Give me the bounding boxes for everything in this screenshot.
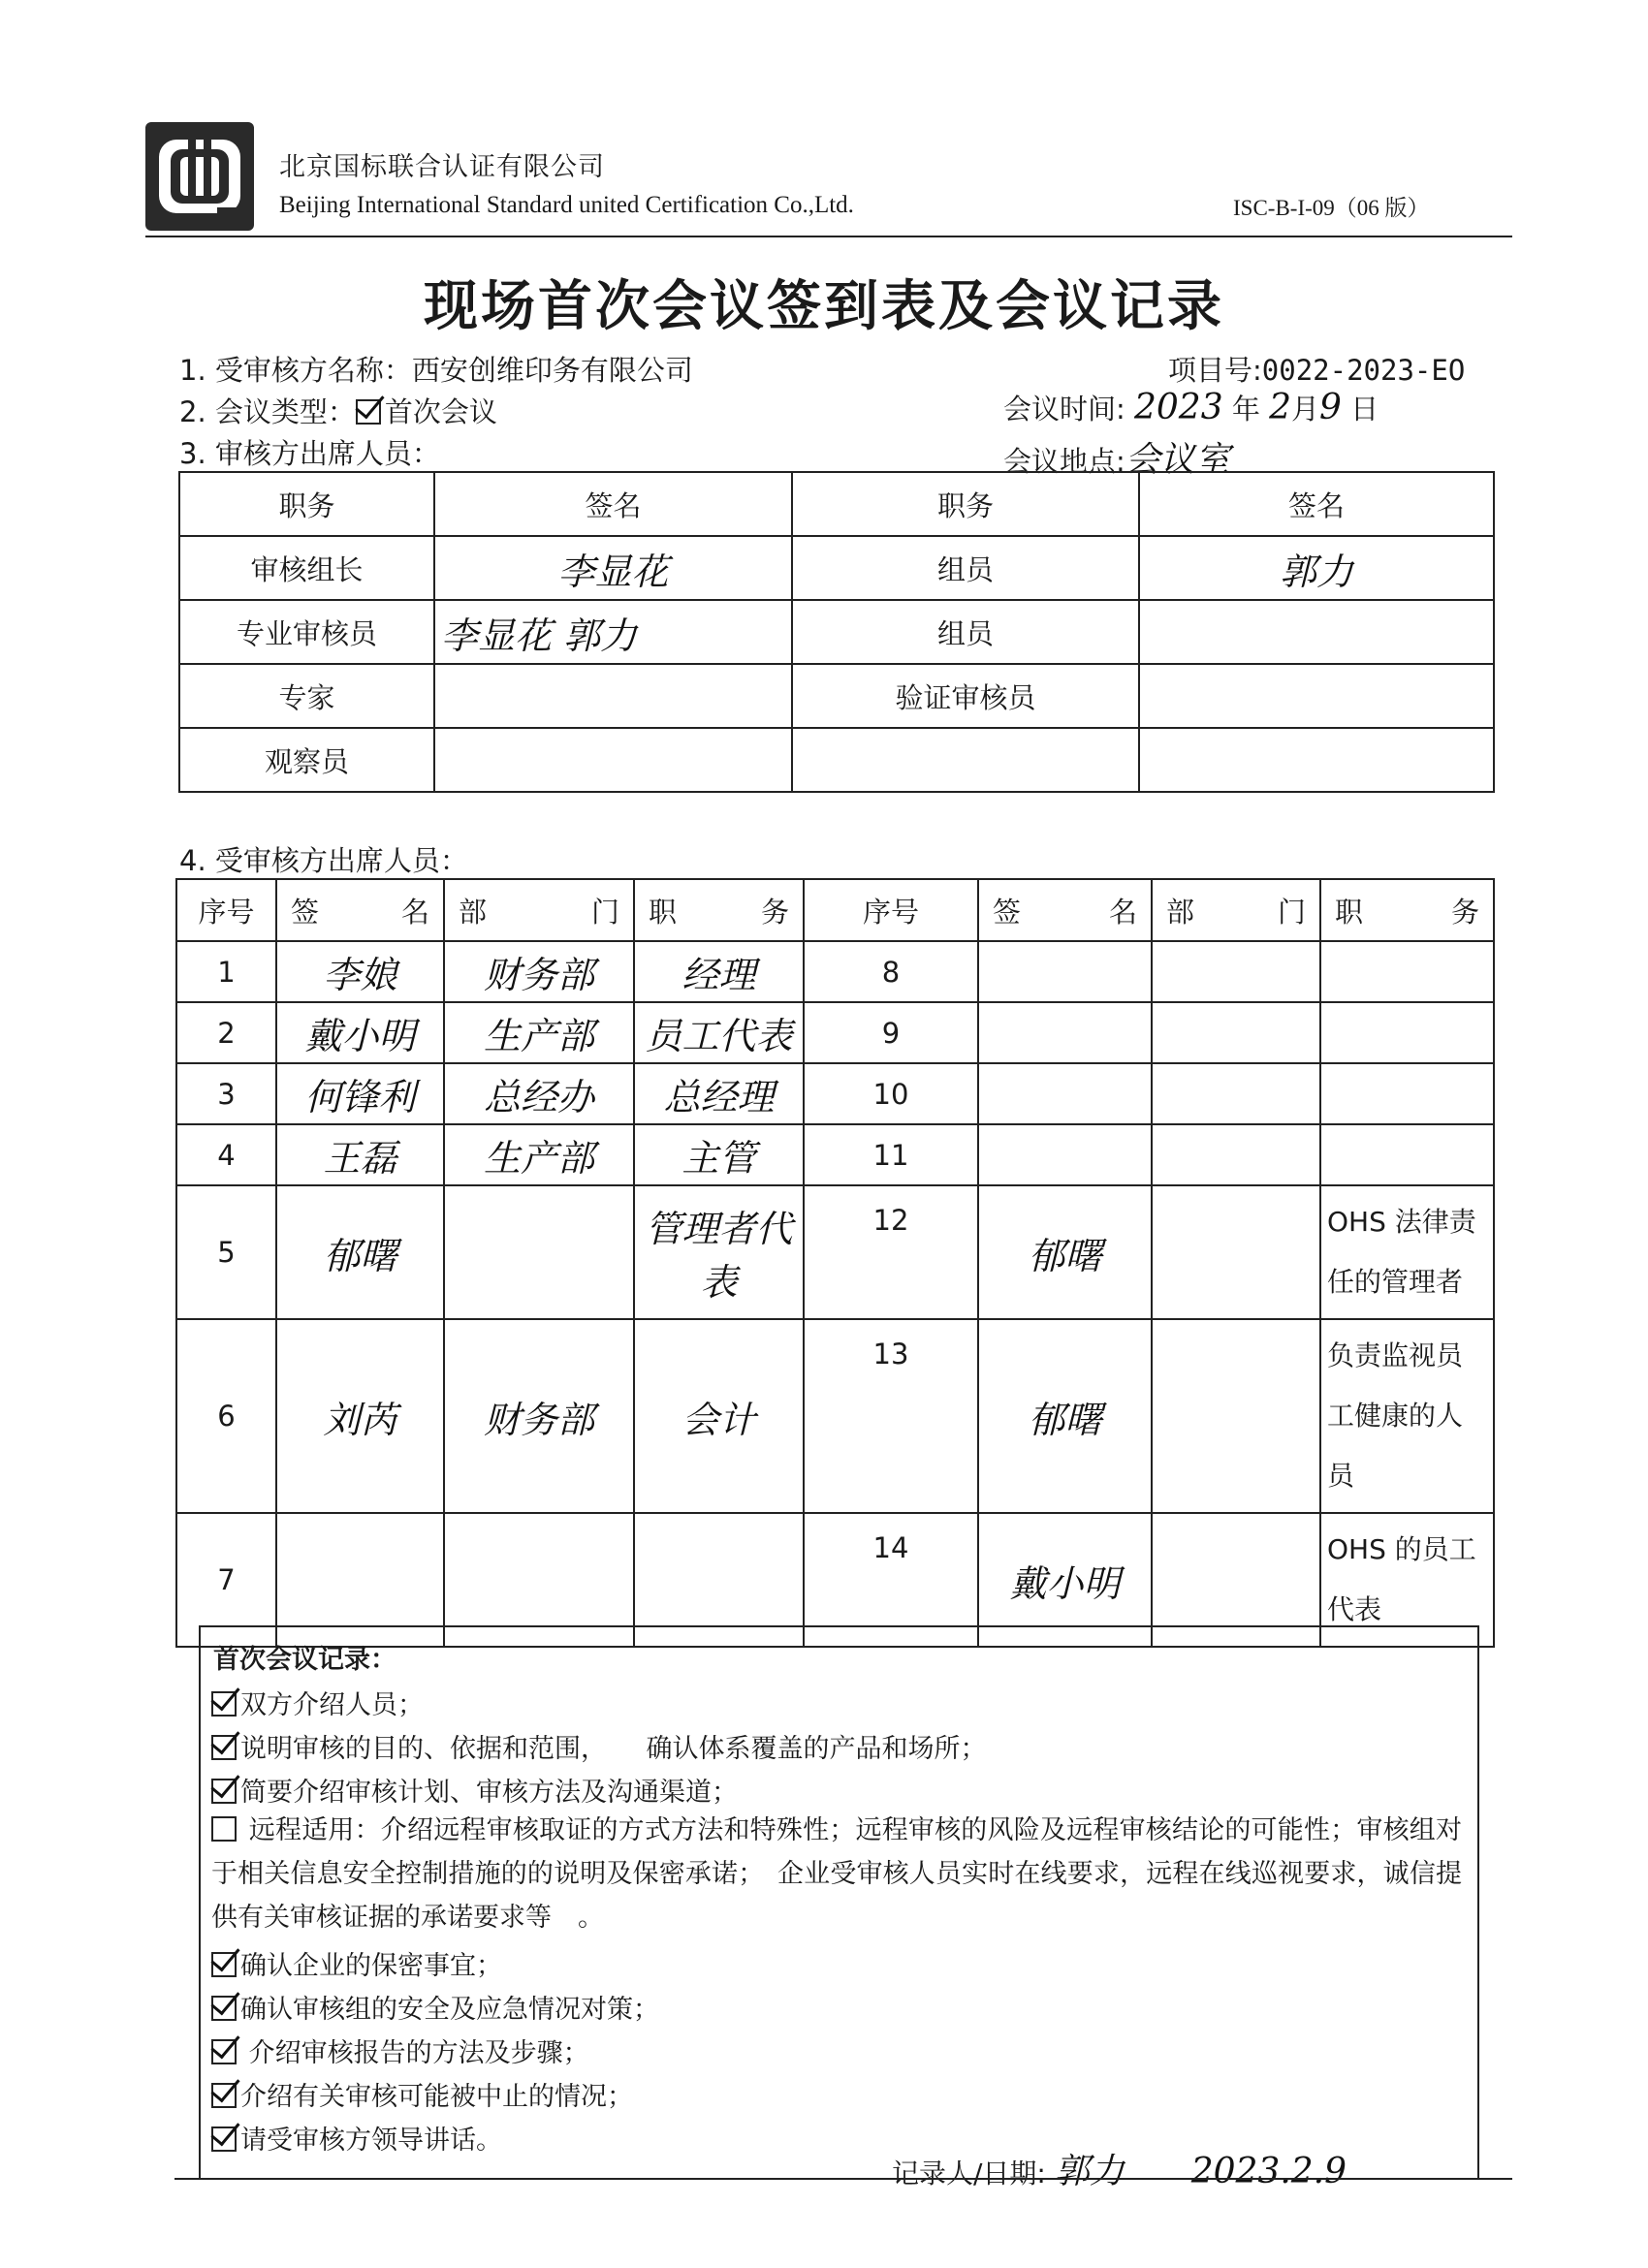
month-label: 月 xyxy=(1290,393,1319,425)
dept-cell xyxy=(1152,1319,1320,1513)
record-checkbox[interactable] xyxy=(211,1952,237,1977)
company-name-cn: 北京国标联合认证有限公司 xyxy=(279,152,605,182)
record-checkbox[interactable] xyxy=(211,1735,237,1760)
title-cell: OHS 法律责任的管理者 xyxy=(1320,1185,1494,1319)
role-cell: 验证审核员 xyxy=(792,664,1139,728)
record-item-remote xyxy=(211,1809,1462,1939)
meeting-type-checkbox[interactable] xyxy=(356,399,381,425)
record-checkbox[interactable] xyxy=(211,1691,237,1717)
table-row xyxy=(179,536,1494,600)
signature-cell: 王磊 xyxy=(276,1124,444,1185)
record-checkbox[interactable] xyxy=(211,1779,237,1804)
table-row xyxy=(176,1063,1494,1124)
meeting-time-label: 会议时间: xyxy=(1003,393,1125,425)
seq-cell: 11 xyxy=(804,1124,978,1185)
table-row xyxy=(176,1124,1494,1185)
record-checkbox[interactable] xyxy=(211,2126,237,2152)
recorder-date: 2023.2.9 xyxy=(1190,2152,1347,2191)
signature-cell xyxy=(434,728,792,792)
company-logo xyxy=(145,122,254,231)
auditee-value: 西安创维印务有限公司 xyxy=(411,354,693,387)
seq-cell: 14 xyxy=(804,1513,978,1647)
record-item-text: 确认审核组的安全及应急情况对策； xyxy=(240,1995,659,2025)
record-checkbox[interactable] xyxy=(211,2039,237,2064)
table-row xyxy=(179,472,1494,536)
role-cell: 审核组长 xyxy=(179,536,434,600)
meeting-day: 9 xyxy=(1319,388,1342,427)
header-seq: 序号 xyxy=(804,879,978,941)
seq-cell: 2 xyxy=(176,1002,276,1063)
header-sign: 签 名 xyxy=(276,879,444,941)
dept-cell xyxy=(1152,1063,1320,1124)
title-cell: 经理 xyxy=(634,941,804,1002)
role-cell: 专家 xyxy=(179,664,434,728)
seq-cell: 13 xyxy=(804,1319,978,1513)
record-item-text: 请受审核方领导讲话。 xyxy=(240,2126,502,2156)
record-item xyxy=(211,1988,659,2026)
meeting-type-line xyxy=(179,391,497,430)
table-row xyxy=(179,728,1494,792)
signature-cell: 戴小明 xyxy=(276,1002,444,1063)
bottom-divider xyxy=(174,2178,1512,2180)
recorder-label: 记录人/日期: xyxy=(892,2158,1046,2189)
recorder-line xyxy=(892,2144,1347,2193)
meeting-type-label: 2. 会议类型： xyxy=(179,395,356,428)
table-row xyxy=(176,1002,1494,1063)
record-item xyxy=(211,1944,502,1982)
record-item-text: 确认企业的保密事宜； xyxy=(240,1951,502,1981)
signature-cell xyxy=(978,1063,1152,1124)
header-title: 职 务 xyxy=(1320,879,1494,941)
signature-cell: 何锋利 xyxy=(276,1063,444,1124)
project-label: 项目号: xyxy=(1168,354,1262,387)
header-cell: 职务 xyxy=(792,472,1139,536)
header-sign: 签 名 xyxy=(978,879,1152,941)
dept-cell: 财务部 xyxy=(444,1319,634,1513)
record-item xyxy=(211,2032,589,2069)
table-header-row xyxy=(176,879,1494,941)
table-row xyxy=(176,1185,1494,1319)
seq-cell: 7 xyxy=(176,1513,276,1647)
meeting-year: 2023 xyxy=(1134,388,1223,427)
record-checkbox[interactable] xyxy=(211,1996,237,2021)
dept-cell xyxy=(1152,1124,1320,1185)
signature-cell: 刘芮 xyxy=(276,1319,444,1513)
header-divider xyxy=(145,236,1512,237)
year-label: 年 xyxy=(1231,393,1260,425)
auditor-attendees-label: 3. 审核方出席人员： xyxy=(179,437,440,470)
auditee-attendees-label: 4. 受审核方出席人员： xyxy=(179,844,468,877)
auditee-name-line xyxy=(179,349,693,389)
title-cell xyxy=(1320,1063,1494,1124)
table-row xyxy=(176,1319,1494,1513)
signature-cell: 郭力 xyxy=(1139,536,1494,600)
title-cell: 负责监视员工健康的人员 xyxy=(1320,1319,1494,1513)
record-item-text: 双方介绍人员； xyxy=(240,1690,424,1720)
record-item xyxy=(211,1684,424,1721)
signature-cell: 郁曙 xyxy=(978,1185,1152,1319)
company-name-en: Beijing International Standard united Certification Co.,Ltd. xyxy=(279,192,854,218)
location-value: 会议室 xyxy=(1125,440,1230,480)
role-cell: 组员 xyxy=(792,536,1139,600)
signature-cell: 戴小明 xyxy=(978,1513,1152,1647)
dept-cell xyxy=(1152,1185,1320,1319)
location-label: 会议地点: xyxy=(1003,445,1125,478)
auditee-label: 1. 受审核方名称： xyxy=(179,354,412,387)
role-cell xyxy=(792,728,1139,792)
header-seq: 序号 xyxy=(176,879,276,941)
header-cell: 签名 xyxy=(1139,472,1494,536)
signature-cell xyxy=(978,1002,1152,1063)
record-item-text: 简要介绍审核计划、审核方法及沟通渠道； xyxy=(240,1778,738,1808)
role-cell: 观察员 xyxy=(179,728,434,792)
seq-cell: 9 xyxy=(804,1002,978,1063)
signature-cell xyxy=(1139,728,1494,792)
signature-cell xyxy=(434,664,792,728)
title-cell: 员工代表 xyxy=(634,1002,804,1063)
meeting-record-title: 首次会议记录： xyxy=(213,1645,396,1675)
dept-cell: 生产部 xyxy=(444,1002,634,1063)
seq-cell: 12 xyxy=(804,1185,978,1319)
dept-cell: 总经办 xyxy=(444,1063,634,1124)
record-item xyxy=(211,2119,502,2157)
dept-cell: 财务部 xyxy=(444,941,634,1002)
signature-cell: 李显花 郭力 xyxy=(434,600,792,664)
record-checkbox[interactable] xyxy=(211,1816,237,1842)
seq-cell: 5 xyxy=(176,1185,276,1319)
recorder-name: 郭力 xyxy=(1054,2152,1125,2191)
header-dept: 部 门 xyxy=(1152,879,1320,941)
meeting-type-value: 首次会议 xyxy=(384,395,497,428)
table-row xyxy=(176,941,1494,1002)
auditee-table xyxy=(175,878,1495,1648)
signature-cell: 郁曙 xyxy=(978,1319,1152,1513)
document-title: 现场首次会议签到表及会议记录 xyxy=(424,275,1224,338)
role-cell: 组员 xyxy=(792,600,1139,664)
signature-cell xyxy=(1139,664,1494,728)
record-item-text: 介绍审核报告的方法及步骤； xyxy=(240,2038,589,2068)
title-cell xyxy=(1320,941,1494,1002)
signature-cell: 郁曙 xyxy=(276,1185,444,1319)
record-item xyxy=(211,1771,738,1809)
table-row xyxy=(179,664,1494,728)
header-cell: 职务 xyxy=(179,472,434,536)
title-cell: 主管 xyxy=(634,1124,804,1185)
seq-cell: 3 xyxy=(176,1063,276,1124)
seq-cell: 6 xyxy=(176,1319,276,1513)
meeting-month: 2 xyxy=(1269,388,1291,427)
signature-cell xyxy=(978,941,1152,1002)
auditor-table xyxy=(178,471,1495,793)
record-item-text: 远程适用：介绍远程审核取证的方式方法和特殊性；远程审核的风险及远程审核结论的可能性；审核组对于相关信息安全控制措施的的说明及保密承诺； 企业受审核人员实时在线要求，远程在线巡视要求，诚信提供有关审核证据的承诺要求等 。 xyxy=(211,1815,1462,1933)
project-number-line xyxy=(1168,349,1465,389)
meeting-time-line xyxy=(1003,388,1379,427)
signature-cell xyxy=(1139,600,1494,664)
dept-cell xyxy=(1152,1002,1320,1063)
title-cell: 管理者代表 xyxy=(634,1185,804,1319)
seq-cell: 4 xyxy=(176,1124,276,1185)
table-row xyxy=(179,600,1494,664)
seq-cell: 8 xyxy=(804,941,978,1002)
title-cell: 总经理 xyxy=(634,1063,804,1124)
signature-cell: 李娘 xyxy=(276,941,444,1002)
header-title: 职 务 xyxy=(634,879,804,941)
title-cell: OHS 的员工代表 xyxy=(1320,1513,1494,1647)
record-item-text: 说明审核的目的、依据和范围， 确认体系覆盖的产品和场所； xyxy=(240,1734,987,1764)
signature-cell xyxy=(978,1124,1152,1185)
project-value: 0022-2023-EO xyxy=(1261,354,1466,387)
record-item xyxy=(211,2075,633,2113)
role-cell: 专业审核员 xyxy=(179,600,434,664)
title-cell xyxy=(1320,1002,1494,1063)
signature-cell: 李显花 xyxy=(434,536,792,600)
record-item xyxy=(211,1727,987,1765)
seq-cell: 10 xyxy=(804,1063,978,1124)
day-label: 日 xyxy=(1350,393,1379,425)
header-dept: 部 门 xyxy=(444,879,634,941)
form-code: ISC-B-I-09（06 版） xyxy=(1233,196,1430,220)
record-item-text: 介绍有关审核可能被中止的情况； xyxy=(240,2082,633,2112)
title-cell xyxy=(1320,1124,1494,1185)
header-cell: 签名 xyxy=(434,472,792,536)
dept-cell: 生产部 xyxy=(444,1124,634,1185)
dept-cell xyxy=(1152,941,1320,1002)
seq-cell: 1 xyxy=(176,941,276,1002)
dept-cell xyxy=(444,1185,634,1319)
title-cell: 会计 xyxy=(634,1319,804,1513)
record-checkbox[interactable] xyxy=(211,2083,237,2108)
